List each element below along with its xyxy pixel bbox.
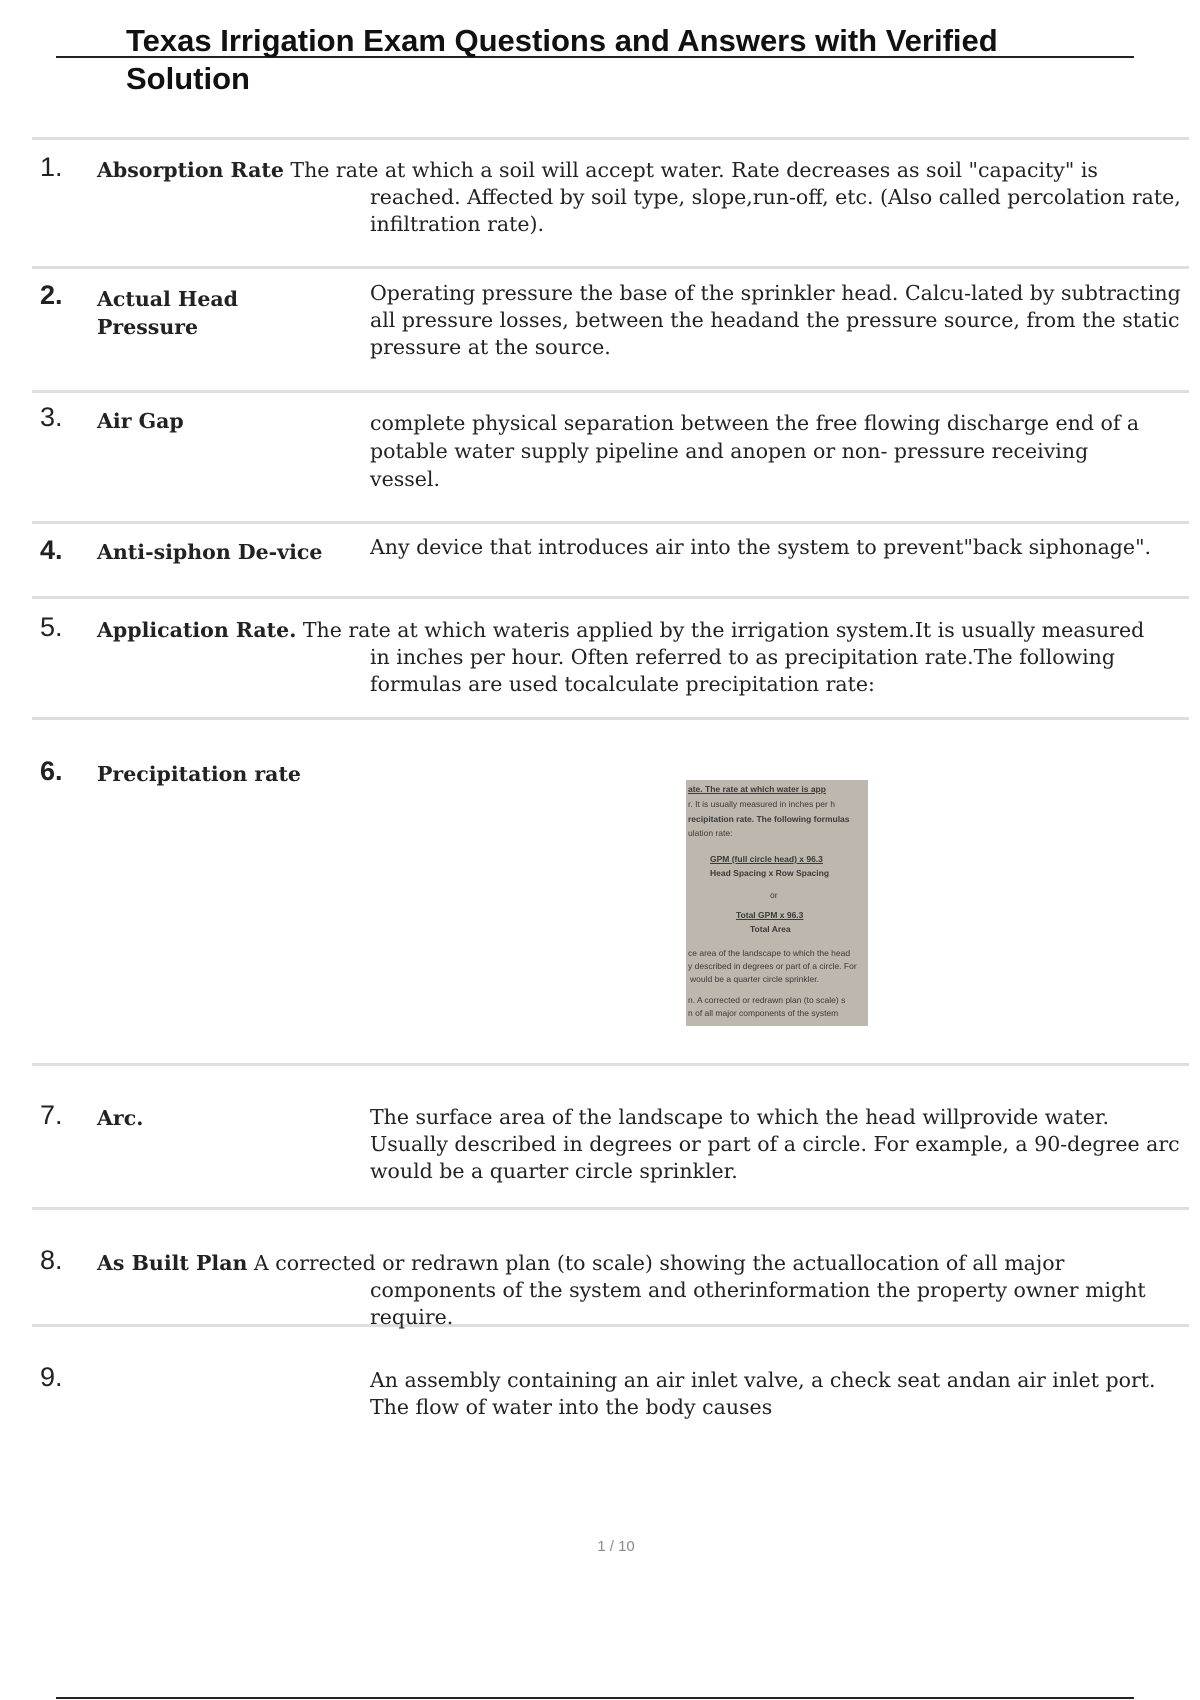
entry-definition-line: The surface area of the landscape to which the head willprovide water. xyxy=(370,1105,1109,1129)
entry-definition xyxy=(370,1104,1184,1185)
image-text: y described in degrees or part of a circle. For xyxy=(688,961,857,971)
image-text: ate. The rate at which water is app xyxy=(688,784,826,794)
entry-number: 5. xyxy=(40,612,63,642)
separator xyxy=(32,596,1189,599)
entry-term: Air Gap xyxy=(97,409,184,433)
entry-term: Precipitation rate xyxy=(97,762,301,786)
entry-definition xyxy=(97,157,1182,238)
separator xyxy=(32,521,1189,524)
image-text: ce area of the landscape to which the head xyxy=(688,948,851,958)
entry-number: 3. xyxy=(40,402,63,432)
entry-number: 7. xyxy=(40,1100,63,1130)
image-text: Head Spacing x Row Spacing xyxy=(710,868,830,878)
entry-number: 6. xyxy=(40,756,63,786)
entry-definition-text: A corrected or redrawn plan (to scale) showing the actuallocation of all major components of the system and otherinformation the property owner might require. xyxy=(253,1251,1146,1329)
entry-definition-text: The rate at which wateris applied by the irrigation system.It is usually measured in inches per hour. Often referred to as precipitation rate.The following formulas are used tocalculate precipitation rate: xyxy=(302,618,1145,696)
entry-definition-line: Usually described in degrees or part of a circle. For example, a 90-degree arc xyxy=(370,1132,1180,1156)
entry-definition-text: The rate at which a soil will accept water. Rate decreases as soil "capacity" is reached. Affected by soil type, slope,run-off, etc. (Also called percolation rate, infiltration rate). xyxy=(290,158,1181,236)
image-text: GPM (full circle head) x 96.3 xyxy=(710,854,823,864)
image-text: Total GPM x 96.3 xyxy=(736,910,804,920)
separator xyxy=(32,717,1189,720)
entry-number: 9. xyxy=(40,1362,63,1392)
separator xyxy=(32,137,1189,140)
image-text: Total Area xyxy=(750,924,791,934)
entry-term: Arc. xyxy=(97,1106,144,1130)
image-text: n. A corrected or redrawn plan (to scale) s xyxy=(688,995,846,1005)
image-text: r. It is usually measured in inches per h xyxy=(688,799,835,809)
entry-definition: An assembly containing an air inlet valve, a check seat andan air inlet port. The flow of water into the body causes xyxy=(370,1368,1156,1419)
entry-term: Actual Head Pressure xyxy=(97,287,238,339)
entry-term: Absorption Rate xyxy=(97,158,284,182)
separator xyxy=(32,1207,1189,1210)
entry-number: 2. xyxy=(40,280,63,310)
footer-rule xyxy=(56,1697,1134,1699)
separator xyxy=(32,1063,1189,1066)
entry-number: 8. xyxy=(40,1245,63,1275)
image-text: n of all major components of the system xyxy=(688,1008,839,1018)
entry-term: Application Rate. xyxy=(97,618,297,642)
image-text: or xyxy=(770,890,778,900)
image-text: ulation rate: xyxy=(688,828,733,838)
entry-term: As Built Plan xyxy=(97,1251,248,1275)
entry-definition: Operating pressure the base of the sprinkler head. Calcu-lated by subtracting all pressure losses, between the headand the pressure source, from the static pressure at the source. xyxy=(370,281,1181,359)
entry-term: Anti-siphon De-vice xyxy=(97,540,323,564)
entry-definition xyxy=(97,617,1162,698)
entry-definition-line: would be a quarter circle sprinkler. xyxy=(370,1159,738,1183)
formula-image xyxy=(686,780,868,1026)
entry-number: 4. xyxy=(40,535,63,565)
image-text: recipitation rate. The following formulas xyxy=(688,814,850,824)
page-title: Texas Irrigation Exam Questions and Answers with Verified Solution xyxy=(126,23,998,96)
entry-definition xyxy=(97,1250,1182,1331)
entry-definition: Any device that introduces air into the system to prevent"back siphonage". xyxy=(370,535,1152,559)
entry-number: 1. xyxy=(40,152,63,182)
entry-definition: complete physical separation between the free flowing discharge end of a potable water supply pipeline and anopen or non- pressure receiving vessel. xyxy=(370,411,1140,491)
separator xyxy=(32,390,1189,393)
page-indicator: 1 / 10 xyxy=(597,1538,635,1555)
image-text: would be a quarter circle sprinkler. xyxy=(690,974,819,984)
separator xyxy=(32,266,1189,269)
